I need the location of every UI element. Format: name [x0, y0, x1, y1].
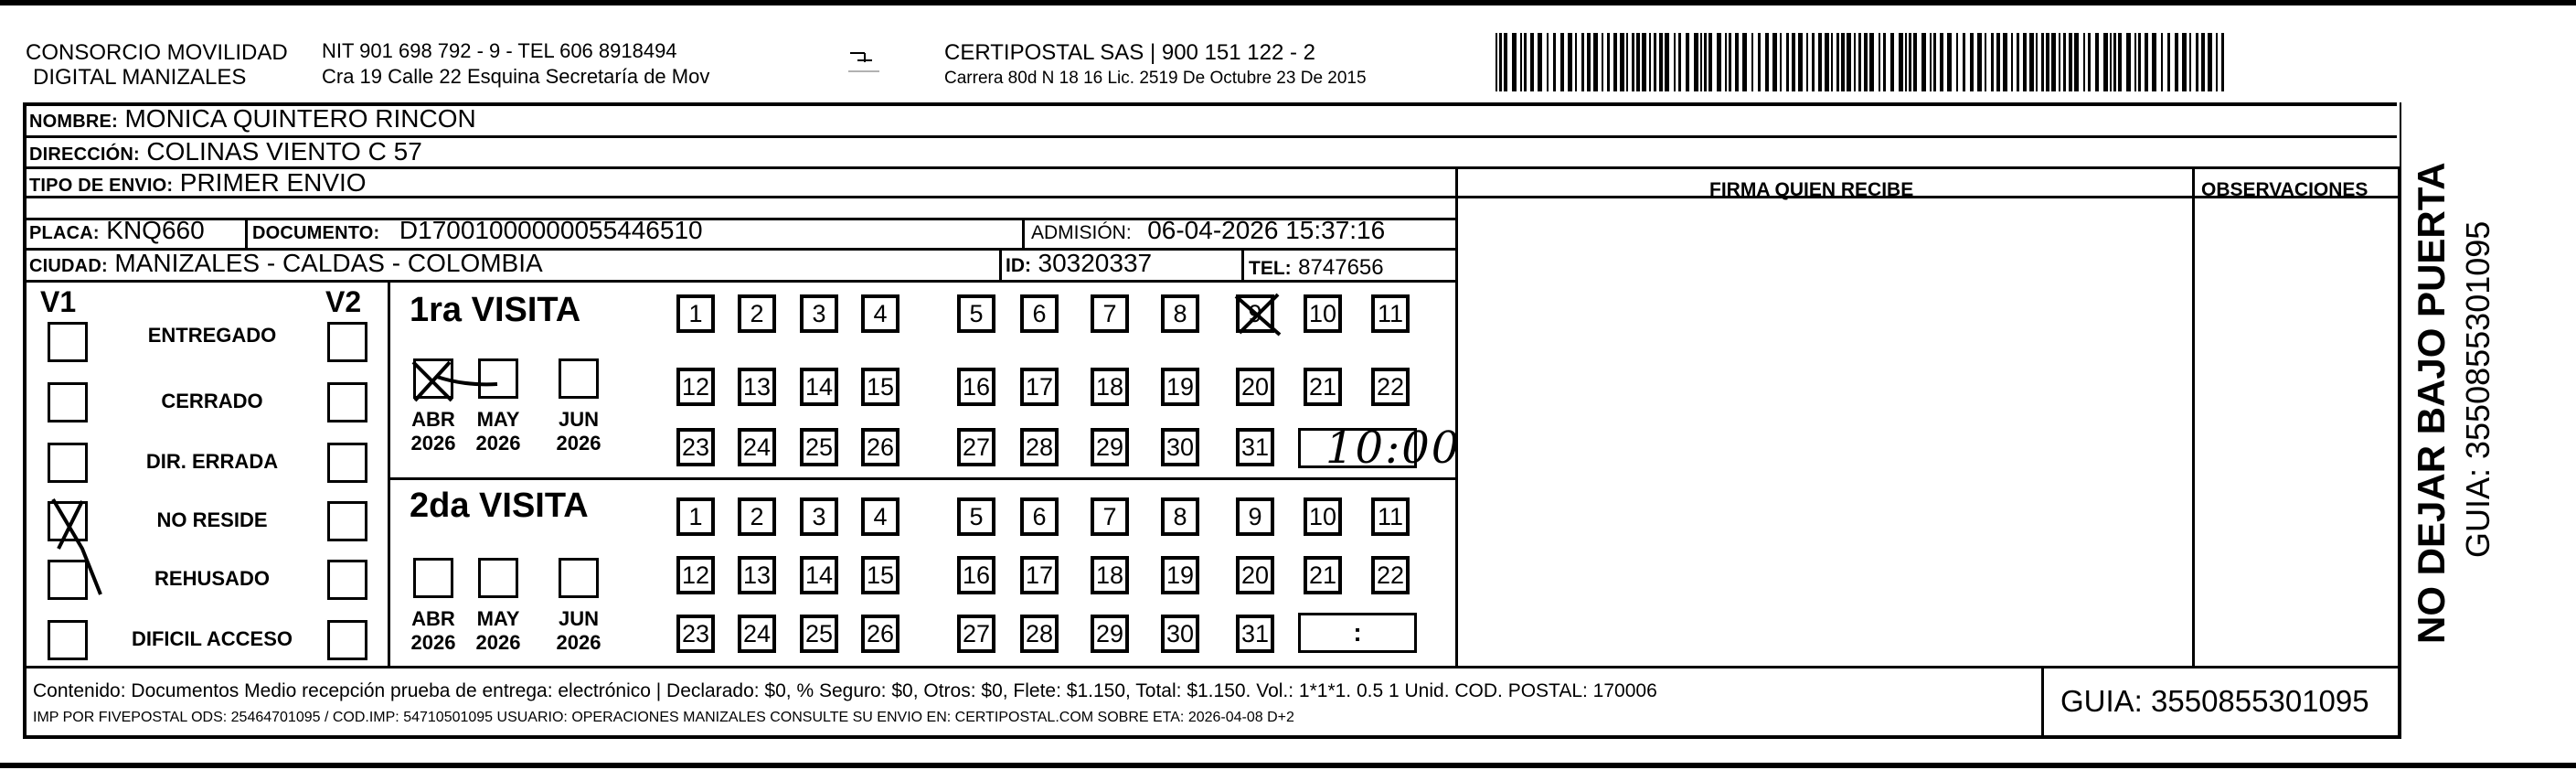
- first-visit-day-8[interactable]: 8: [1161, 294, 1199, 333]
- barcode-bar: [1530, 33, 1534, 91]
- second-visit-day-16[interactable]: 16: [957, 556, 995, 594]
- barcode-bar: [2041, 33, 2044, 91]
- barcode-bar: [1581, 33, 1584, 91]
- barcode-bar: [1991, 33, 1994, 91]
- first-visit-day-20[interactable]: 20: [1236, 368, 1274, 406]
- second-visit-day-15[interactable]: 15: [861, 556, 899, 594]
- first-visit-day-10[interactable]: 10: [1304, 294, 1342, 333]
- barcode-bar: [1654, 33, 1656, 91]
- second-visit-day-22[interactable]: 22: [1371, 556, 1410, 594]
- second-visit-day-10[interactable]: 10: [1304, 497, 1342, 536]
- barcode-bar: [1751, 33, 1753, 91]
- v1-checkbox-1[interactable]: [48, 382, 88, 422]
- barcode-bar: [1798, 33, 1803, 91]
- barcode-bar: [1602, 33, 1603, 91]
- barcode-bar: [1858, 33, 1861, 91]
- v2-checkbox-2[interactable]: [327, 443, 367, 483]
- v2-checkbox-5[interactable]: [327, 620, 367, 660]
- barcode-bar: [2216, 33, 2218, 91]
- barcode-bar: [1947, 33, 1952, 91]
- barcode-bar: [1587, 33, 1591, 91]
- barcode-bar: [1560, 33, 1564, 91]
- barcode-bar: [1970, 33, 1974, 91]
- time-box-second[interactable]: :: [1298, 613, 1417, 653]
- first-visit-month-box-2[interactable]: [559, 358, 599, 399]
- barcode-bar: [1956, 33, 1958, 91]
- first-visit-day-31[interactable]: 31: [1236, 428, 1274, 466]
- barcode-bar: [1883, 33, 1886, 91]
- barcode-bar: [1847, 33, 1851, 91]
- barcode-bar: [2134, 33, 2136, 91]
- v2-checkbox-4[interactable]: [327, 560, 367, 600]
- tipo-envio-row: TIPO DE ENVIO: PRIMER ENVIO: [29, 168, 367, 197]
- second-visit-month-box-2[interactable]: [559, 558, 599, 598]
- barcode-bar: [1985, 33, 1986, 91]
- second-visit-day-3[interactable]: 3: [800, 497, 838, 536]
- v2-checkbox-1[interactable]: [327, 382, 367, 422]
- barcode-bar: [1996, 33, 2000, 91]
- ciudad-field: CIUDAD: MANIZALES - CALDAS - COLOMBIA: [29, 249, 543, 277]
- second-visit-day-17[interactable]: 17: [1020, 556, 1059, 594]
- contenido-text: Contenido: Documentos Medio recepción prueba de entrega: electrónico | Declarado: $0, % Seguro: $0, Otros: $0, Flete: $1.150, Total: $1.150. Vol.: 1*1*1. 0.5 1 Unid. COD. POSTAL: 170006: [33, 680, 1657, 701]
- second-visit-day-23[interactable]: 23: [676, 615, 715, 653]
- barcode-bar: [2189, 33, 2191, 91]
- barcode-bar: [1780, 33, 1782, 91]
- barcode-bar: [2175, 33, 2178, 91]
- first-visit-day-5[interactable]: 5: [957, 294, 995, 333]
- handwritten-time: 10:00: [1325, 422, 1462, 474]
- v2-checkbox-0[interactable]: [327, 322, 367, 362]
- barcode-bar: [2029, 33, 2034, 91]
- barcode-bar: [1708, 33, 1712, 91]
- barcode-bar: [1717, 33, 1721, 91]
- v2-checkbox-3[interactable]: [327, 501, 367, 541]
- company-contact: NIT 901 698 792 - 9 - TEL 606 8918494 Cra 19 Calle 22 Esquina Secretaría de Mov: [322, 39, 710, 88]
- barcode-bar: [2161, 33, 2163, 91]
- first-visit-day-28[interactable]: 28: [1020, 428, 1059, 466]
- barcode-bar: [2138, 33, 2141, 91]
- barcode-bar: [1725, 33, 1727, 91]
- first-visit-day-1[interactable]: 1: [676, 294, 715, 333]
- barcode-bar: [1607, 33, 1610, 91]
- status-label-3: NO RESIDE: [156, 508, 268, 531]
- v1-header: V1: [40, 285, 77, 318]
- barcode-bar: [1568, 33, 1572, 91]
- second-visit-day-2[interactable]: 2: [738, 497, 776, 536]
- second-visit-day-12[interactable]: 12: [676, 556, 715, 594]
- barcode-bar: [1812, 33, 1815, 91]
- barcode-bar: [2196, 33, 2198, 91]
- barcode-bar: [2152, 33, 2156, 91]
- second-visit-day-5[interactable]: 5: [957, 497, 995, 536]
- barcode-bar: [1520, 33, 1522, 91]
- first-visit-day-14[interactable]: 14: [800, 368, 838, 406]
- second-visit-day-30[interactable]: 30: [1161, 615, 1199, 653]
- barcode: [1496, 33, 2227, 96]
- barcode-bar: [1818, 33, 1822, 91]
- barcode-bar: [1854, 33, 1856, 91]
- first-visit-day-19[interactable]: 19: [1161, 368, 1199, 406]
- second-visit-day-29[interactable]: 29: [1091, 615, 1129, 653]
- barcode-bar: [2221, 33, 2224, 91]
- barcode-bar: [1890, 33, 1894, 91]
- first-visit-day-24[interactable]: 24: [738, 428, 776, 466]
- first-visit-day-13[interactable]: 13: [738, 368, 776, 406]
- documento-field: DOCUMENTO: D17001000000055446510: [252, 216, 703, 244]
- month-label-may: MAY 2026: [475, 408, 521, 455]
- first-visit-day-7[interactable]: 7: [1091, 294, 1129, 333]
- second-visit-day-6[interactable]: 6: [1020, 497, 1059, 536]
- barcode-bar: [1613, 33, 1617, 91]
- second-visit-day-9[interactable]: 9: [1236, 497, 1274, 536]
- barcode-bar: [1977, 33, 1982, 91]
- barcode-bar: [1665, 33, 1669, 91]
- second-visit-day-24[interactable]: 24: [738, 615, 776, 653]
- second-visit-day-27[interactable]: 27: [957, 615, 995, 653]
- month-label-abr: ABR 2026: [410, 408, 456, 455]
- barcode-bar: [1538, 33, 1542, 91]
- barcode-bar: [2046, 33, 2049, 91]
- barcode-bar: [1905, 33, 1907, 91]
- barcode-bar: [1649, 33, 1651, 91]
- second-visit-day-8[interactable]: 8: [1161, 497, 1199, 536]
- barcode-bar: [1504, 33, 1507, 91]
- second-visit-month-box-1[interactable]: [478, 558, 518, 598]
- nombre-row: NOMBRE: MONICA QUINTERO RINCON: [29, 104, 476, 133]
- barcode-bar: [2017, 33, 2019, 91]
- barcode-bar: [1742, 33, 1747, 91]
- barcode-bar: [1642, 33, 1646, 91]
- first-visit-day-23[interactable]: 23: [676, 428, 715, 466]
- barcode-bar: [1899, 33, 1903, 91]
- barcode-bar: [1636, 33, 1640, 91]
- second-visit-day-31[interactable]: 31: [1236, 615, 1274, 653]
- barcode-bar: [2023, 33, 2027, 91]
- first-visit-day-26[interactable]: 26: [861, 428, 899, 466]
- firma-label: FIRMA QUIEN RECIBE: [1709, 179, 1914, 200]
- first-visit-title: 1ra VISITA: [410, 291, 581, 329]
- barcode-bar: [1772, 33, 1777, 91]
- barcode-bar: [1632, 33, 1634, 91]
- barcode-bar: [1913, 33, 1917, 91]
- barcode-bar: [1524, 33, 1527, 91]
- barcode-bar: [1694, 33, 1698, 91]
- barcode-bar: [2103, 33, 2108, 91]
- status-label-0: ENTREGADO: [147, 324, 277, 347]
- barcode-bar: [2167, 33, 2170, 91]
- id-field: ID: 30320337: [1006, 249, 1153, 277]
- first-visit-day-3[interactable]: 3: [800, 294, 838, 333]
- barcode-bar: [2036, 33, 2038, 91]
- first-visit-day-22[interactable]: 22: [1371, 368, 1410, 406]
- barcode-bar: [1786, 33, 1789, 91]
- second-visit-month-box-0[interactable]: [413, 558, 453, 598]
- second-visit-title: 2da VISITA: [410, 487, 589, 525]
- certipostal-logo: [841, 44, 887, 80]
- barcode-bar: [1758, 33, 1761, 91]
- first-visit-day-6[interactable]: 6: [1020, 294, 1059, 333]
- month-label-jun: JUN 2026: [556, 607, 601, 654]
- barcode-bar: [1831, 33, 1833, 91]
- barcode-bar: [1921, 33, 1926, 91]
- barcode-bar: [2088, 33, 2091, 91]
- status-label-5: DIFICIL ACCESO: [131, 627, 293, 650]
- barcode-bar: [1496, 33, 1497, 91]
- barcode-bar: [1626, 33, 1628, 91]
- month-label-jun: JUN 2026: [556, 408, 601, 455]
- second-visit-day-28[interactable]: 28: [1020, 615, 1059, 653]
- certipostal-info: CERTIPOSTAL SAS | 900 151 122 - 2 Carrera 80d N 18 16 Lic. 2519 De Octubre 23 De 2015: [944, 40, 1367, 88]
- barcode-bar: [2118, 33, 2122, 91]
- barcode-bar: [1940, 33, 1943, 91]
- barcode-bar: [1930, 33, 1932, 91]
- barcode-bar: [1841, 33, 1845, 91]
- barcode-bar: [1593, 33, 1598, 91]
- barcode-bar: [2003, 33, 2007, 91]
- first-visit-day-21[interactable]: 21: [1304, 368, 1342, 406]
- barcode-bar: [2069, 33, 2072, 91]
- barcode-bar: [2145, 33, 2148, 91]
- barcode-bar: [1879, 33, 1880, 91]
- day-9-check-mark: [1230, 291, 1285, 343]
- barcode-bar: [1864, 33, 1868, 91]
- barcode-bar: [1963, 33, 1965, 91]
- company-name: CONSORCIO MOVILIDAD DIGITAL MANIZALES: [26, 40, 288, 90]
- barcode-bar: [1499, 33, 1502, 91]
- barcode-bar: [2059, 33, 2060, 91]
- second-visit-day-13[interactable]: 13: [738, 556, 776, 594]
- second-visit-day-21[interactable]: 21: [1304, 556, 1342, 594]
- barcode-bar: [1547, 33, 1549, 91]
- barcode-bar: [1686, 33, 1689, 91]
- barcode-bar: [2051, 33, 2056, 91]
- barcode-bar: [1825, 33, 1829, 91]
- barcode-bar: [1909, 33, 1911, 91]
- barcode-bar: [1700, 33, 1702, 91]
- barcode-bar: [1512, 33, 1517, 91]
- barcode-bar: [2074, 33, 2079, 91]
- barcode-bar: [1765, 33, 1769, 91]
- barcode-bar: [2201, 33, 2205, 91]
- first-visit-day-15[interactable]: 15: [861, 368, 899, 406]
- first-visit-day-27[interactable]: 27: [957, 428, 995, 466]
- barcode-bar: [1678, 33, 1681, 91]
- first-visit-day-30[interactable]: 30: [1161, 428, 1199, 466]
- barcode-bar: [2110, 33, 2112, 91]
- first-visit-day-9[interactable]: 9: [1236, 294, 1274, 333]
- barcode-bar: [2095, 33, 2099, 91]
- no-reside-check-mark: [46, 494, 110, 608]
- barcode-bar: [2083, 33, 2085, 91]
- guia-box-text: GUIA: 3550855301095: [2060, 684, 2369, 718]
- barcode-bar: [1792, 33, 1795, 91]
- barcode-bar: [1575, 33, 1577, 91]
- barcode-bar: [1933, 33, 1936, 91]
- second-visit-day-14[interactable]: 14: [800, 556, 838, 594]
- status-label-4: REHUSADO: [154, 567, 270, 590]
- v1-checkbox-5[interactable]: [48, 620, 88, 660]
- first-visit-day-17[interactable]: 17: [1020, 368, 1059, 406]
- second-visit-day-19[interactable]: 19: [1161, 556, 1199, 594]
- second-visit-day-1[interactable]: 1: [676, 497, 715, 536]
- barcode-bar: [2182, 33, 2187, 91]
- bottom-edge: [0, 763, 2576, 768]
- first-visit-day-16[interactable]: 16: [957, 368, 995, 406]
- placa-field: PLACA: KNQ660: [29, 216, 205, 244]
- first-visit-day-12[interactable]: 12: [676, 368, 715, 406]
- abr-check-mark: [410, 358, 510, 409]
- barcode-bar: [1836, 33, 1839, 91]
- v2-header: V2: [325, 285, 362, 318]
- status-label-1: CERRADO: [161, 390, 263, 412]
- first-visit-day-18[interactable]: 18: [1091, 368, 1129, 406]
- barcode-bar: [2113, 33, 2116, 91]
- no-dejar-bajo-puerta: NO DEJAR BAJO PUERTA: [2410, 162, 2453, 644]
- barcode-bar: [2208, 33, 2212, 91]
- month-label-may: MAY 2026: [475, 607, 521, 654]
- admision-field: ADMISIÓN: 06-04-2026 15:37:16: [1031, 216, 1386, 244]
- second-visit-day-20[interactable]: 20: [1236, 556, 1274, 594]
- second-visit-day-7[interactable]: 7: [1091, 497, 1129, 536]
- first-visit-day-29[interactable]: 29: [1091, 428, 1129, 466]
- barcode-bar: [2063, 33, 2066, 91]
- barcode-bar: [1704, 33, 1707, 91]
- first-visit-day-2[interactable]: 2: [738, 294, 776, 333]
- v1-checkbox-0[interactable]: [48, 322, 88, 362]
- imp-text: IMP POR FIVEPOSTAL ODS: 25464701095 / COD.IMP: 54710501095 USUARIO: OPERACIONES MANIZALES CONSULTE SU ENVIO EN: CERTIPOSTAL.COM SOBRE ETA: 2026-04-08 D+2: [33, 710, 1294, 725]
- first-visit-day-11[interactable]: 11: [1371, 294, 1410, 333]
- first-visit-day-4[interactable]: 4: [861, 294, 899, 333]
- first-visit-day-25[interactable]: 25: [800, 428, 838, 466]
- tel-field: TEL: 8747656: [1249, 255, 1384, 280]
- second-visit-day-11[interactable]: 11: [1371, 497, 1410, 536]
- barcode-bar: [1659, 33, 1663, 91]
- direccion-row: DIRECCIÓN: COLINAS VIENTO C 57: [29, 137, 422, 166]
- barcode-bar: [1869, 33, 1874, 91]
- barcode-bar: [1620, 33, 1624, 91]
- top-edge: [0, 0, 2576, 5]
- barcode-bar: [1553, 33, 1556, 91]
- barcode-bar: [2011, 33, 2013, 91]
- barcode-bar: [1729, 33, 1731, 91]
- month-label-abr: ABR 2026: [410, 607, 456, 654]
- observaciones-label: OBSERVACIONES: [2201, 179, 2368, 200]
- barcode-bar: [1674, 33, 1676, 91]
- second-visit-day-25[interactable]: 25: [800, 615, 838, 653]
- second-visit-day-26[interactable]: 26: [861, 615, 899, 653]
- v1-checkbox-2[interactable]: [48, 443, 88, 483]
- second-visit-day-18[interactable]: 18: [1091, 556, 1129, 594]
- second-visit-day-4[interactable]: 4: [861, 497, 899, 536]
- barcode-bar: [1806, 33, 1808, 91]
- barcode-bar: [1735, 33, 1739, 91]
- barcode-bar: [2126, 33, 2131, 91]
- side-guia: GUIA: 3550855301095: [2459, 220, 2496, 558]
- status-label-2: DIR. ERRADA: [145, 450, 279, 473]
